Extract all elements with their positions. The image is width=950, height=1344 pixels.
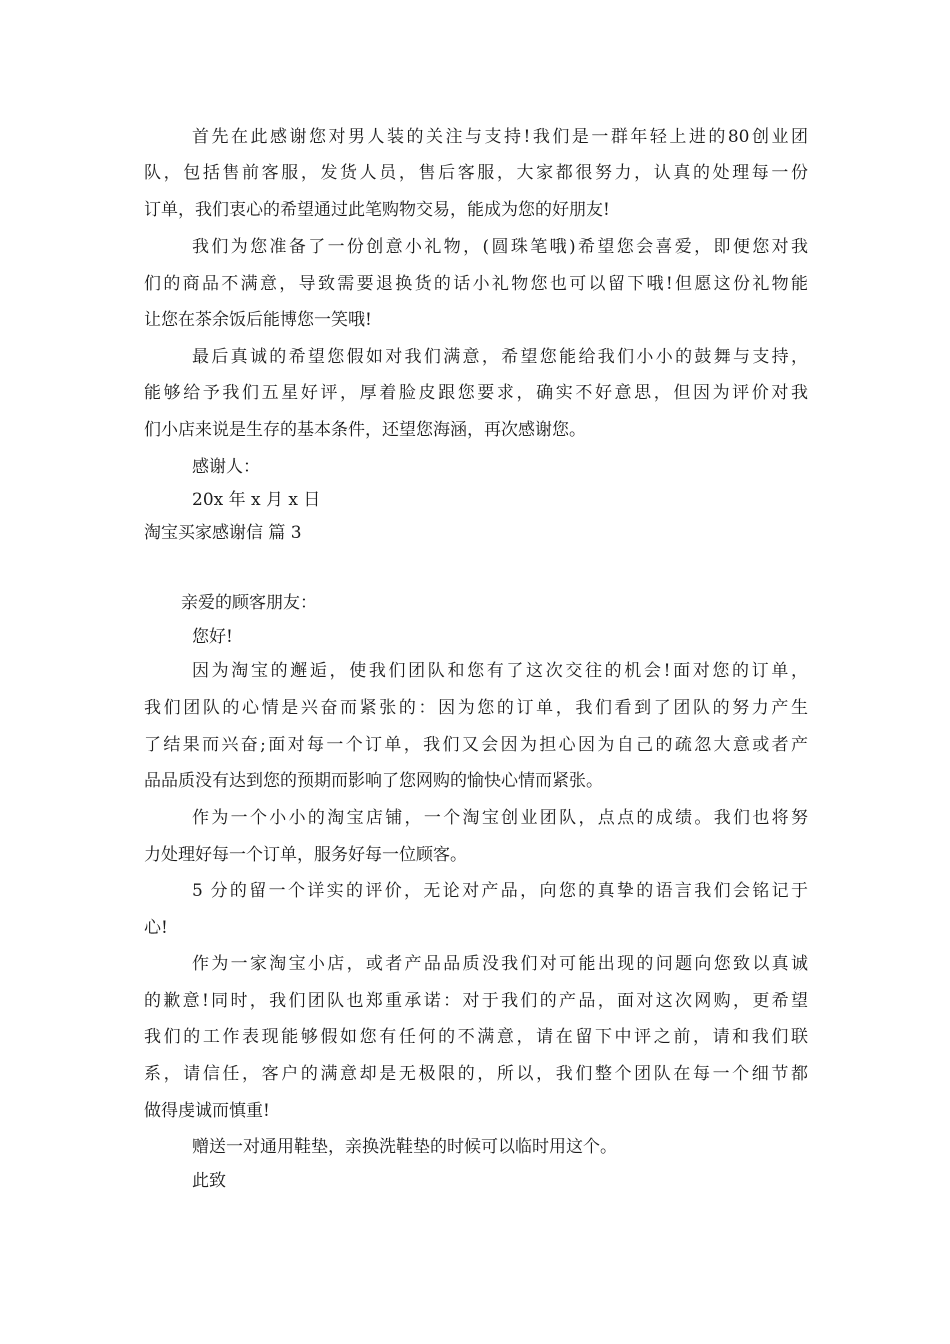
paragraph-7-line-2: 的歉意!同时，我们团队也郑重承诺：对于我们的产品，面对这次网购，更希望: [144, 991, 808, 1011]
paragraph-4-line-3: 了结果而兴奋;面对每一个订单，我们又会因为担心因为自己的疏忽大意或者产: [144, 735, 808, 755]
paragraph-1-line-2: 队，包括售前客服，发货人员，售后客服，大家都很努力，认真的处理每一份: [144, 163, 808, 183]
paragraph-3-line-1: 最后真诚的希望您假如对我们满意，希望您能给我们小小的鼓舞与支持，: [192, 347, 808, 367]
paragraph-7-line-3: 我们的工作表现能够假如您有任何的不满意，请在留下中评之前，请和我们联: [144, 1027, 808, 1047]
paragraph-1-line-3: 订单，我们衷心的希望通过此笔购物交易，能成为您的好朋友!: [144, 200, 610, 220]
paragraph-6-line-2: 心!: [144, 918, 168, 938]
paragraph-2-line-3: 让您在茶余饭后能博您一笑哦!: [144, 310, 372, 330]
paragraph-3-line-2: 能够给予我们五星好评，厚着脸皮跟您要求，确实不好意思，但因为评价对我: [144, 383, 808, 403]
paragraph-3-line-3: 们小店来说是生存的基本条件，还望您海涵，再次感谢您。: [144, 420, 586, 440]
paragraph-5-line-1: 作为一个小小的淘宝店铺，一个淘宝创业团队，点点的成绩。我们也将努: [192, 808, 808, 828]
paragraph-4-line-4: 品品质没有达到您的预期而影响了您网购的愉快心情而紧张。: [144, 771, 603, 791]
section-title: 淘宝买家感谢信 篇 3: [144, 523, 302, 543]
greeting: 您好!: [192, 627, 233, 647]
paragraph-5-line-2: 力处理好每一个订单，服务好每一位顾客。: [144, 845, 467, 865]
paragraph-4-line-1: 因为淘宝的邂逅，使我们团队和您有了这次交往的机会!面对您的订单，: [192, 661, 808, 681]
paragraph-7-line-4: 系，请信任，客户的满意却是无极限的，所以，我们整个团队在每一个细节都: [144, 1064, 808, 1084]
paragraph-2-line-2: 们的商品不满意，导致需要退换货的话小礼物您也可以留下哦!但愿这份礼物能: [144, 274, 808, 294]
closing: 此致: [192, 1171, 226, 1191]
letter-date: 20x 年 x 月 x 日: [192, 490, 321, 510]
paragraph-4-line-2: 我们团队的心情是兴奋而紧张的：因为您的订单，我们看到了团队的努力产生: [144, 698, 808, 718]
paragraph-1-line-1: 首先在此感谢您对男人装的关注与支持!我们是一群年轻上进的80创业团: [192, 127, 808, 147]
paragraph-2-line-1: 我们为您准备了一份创意小礼物，(圆珠笔哦)希望您会喜爱，即便您对我: [192, 237, 808, 257]
thanks-label: 感谢人：: [192, 457, 260, 477]
salutation: 亲爱的顾客朋友：: [181, 593, 317, 613]
paragraph-6-line-1: 5 分的留一个详实的评价，无论对产品，向您的真挚的语言我们会铭记于: [192, 881, 808, 901]
paragraph-7-line-1: 作为一家淘宝小店，或者产品品质没我们对可能出现的问题向您致以真诚: [192, 954, 808, 974]
paragraph-8: 赠送一对通用鞋垫，亲换洗鞋垫的时候可以临时用这个。: [192, 1137, 617, 1157]
paragraph-7-line-5: 做得虔诚而慎重!: [144, 1101, 270, 1121]
